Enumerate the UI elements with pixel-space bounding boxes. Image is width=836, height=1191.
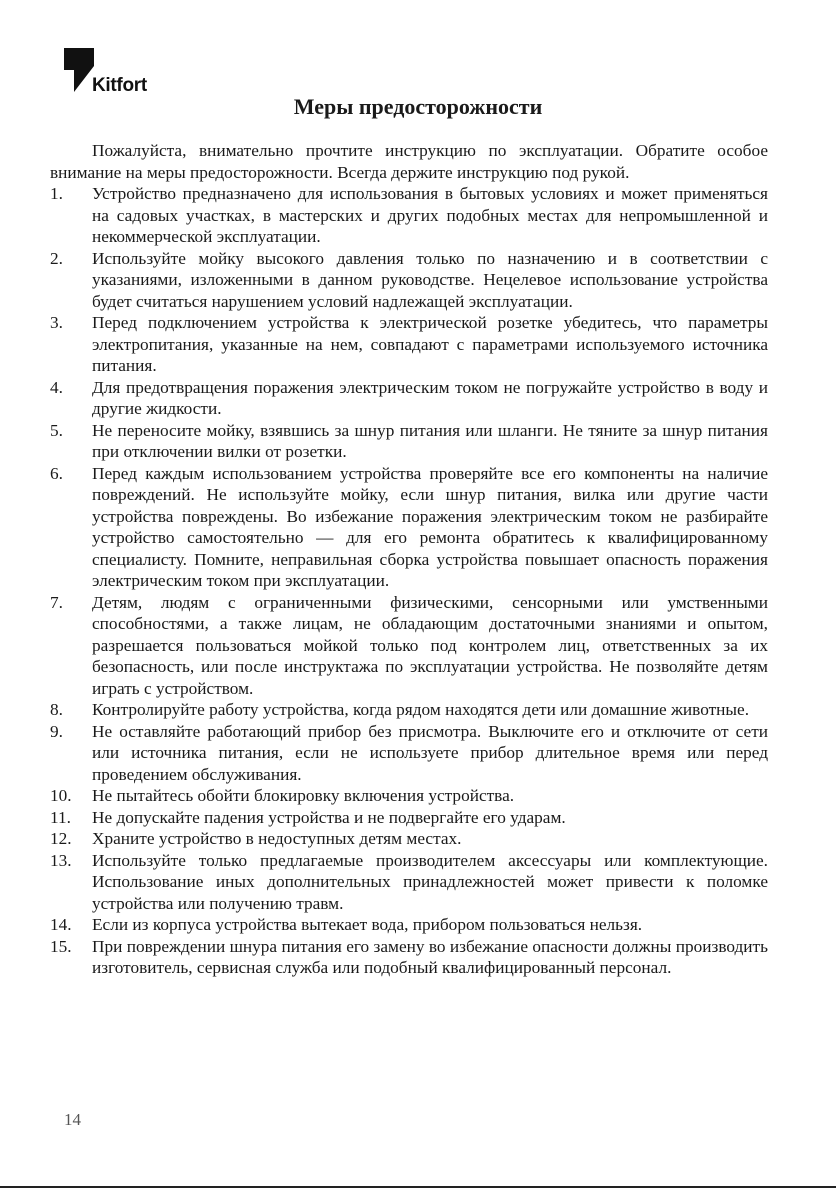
list-item bbox=[50, 699, 768, 721]
precautions-list bbox=[50, 183, 768, 979]
list-item-number: 7. bbox=[50, 592, 63, 612]
list-item-text: Используйте мойку высокого давления только по назначению и в соответствии с указаниями, изложенными в данном руководстве. Нецелевое использование устройства будет считаться нарушением условий надлежащей эксплуатации. bbox=[92, 248, 768, 311]
list-item bbox=[50, 828, 768, 850]
list-item-number: 4. bbox=[50, 377, 63, 397]
list-item-number: 10. bbox=[50, 786, 72, 805]
list-item-number: 8. bbox=[50, 700, 63, 719]
list-item-text: Не пытайтесь обойти блокировку включения устройства. bbox=[92, 786, 515, 805]
list-item-number: 1. bbox=[50, 184, 63, 203]
list-item bbox=[50, 914, 768, 936]
list-item-number: 13. bbox=[50, 850, 72, 870]
page-title: Меры предосторожности bbox=[293, 94, 543, 119]
list-item bbox=[50, 248, 768, 313]
list-item-number: 9. bbox=[50, 721, 63, 741]
list-item bbox=[50, 785, 768, 807]
list-item-text: Используйте только предлагаемые производителем аксессуары или комплектующие. Использование иных дополнительных принадлежностей может привести к поломке устройства или получению травм. bbox=[92, 850, 768, 913]
kitfort-logo-icon bbox=[64, 48, 94, 92]
list-item bbox=[50, 592, 768, 700]
list-item bbox=[50, 807, 768, 829]
list-item bbox=[50, 183, 768, 248]
brand-name: Kitfort bbox=[92, 75, 147, 96]
list-item-text: Не переносите мойку, взявшись за шнур питания или шланги. Не тяните за шнур питания при отключении вилки от розетки. bbox=[92, 420, 768, 461]
bottom-divider bbox=[0, 1186, 836, 1188]
list-item-text: Перед каждым использованием устройства проверяйте все его компоненты на наличие повреждений. Не используйте мойку, если шнур питания, вилка или другие части устройства повреждены. Во избежание поражения электрическим током не разбирайте устройство самостоятельно — для его ремонта обратитесь к квалифицированному специалисту. Помните, неправильная сборка устройства повышает опасность поражения электрическим током при эксплуатации. bbox=[92, 463, 768, 590]
list-item-number: 15. bbox=[50, 936, 72, 956]
kitfort-logo bbox=[64, 48, 174, 94]
list-item-text: Если из корпуса устройства вытекает вода, прибором пользоваться нельзя. bbox=[92, 915, 643, 934]
document-body bbox=[50, 140, 768, 979]
list-item-text: Детям, людям с ограниченными физическими, сенсорными или умственными способностями, а также лицам, не обладающим достаточными знаниями и опытом, разрешается пользоваться мойкой только под контролем лиц, ответственных за их безопасность, или после инструктажа по эксплуатации устройства. Не позволяйте детям играть с устройством. bbox=[92, 592, 768, 698]
list-item bbox=[50, 936, 768, 979]
list-item-number: 14. bbox=[50, 915, 72, 934]
list-item-text: Устройство предназначено для использования в бытовых условиях и может применяться на садовых участках, в мастерских и других подобных местах для непромышленной и некоммерческой эксплуатации. bbox=[92, 184, 768, 246]
list-item-number: 12. bbox=[50, 829, 72, 848]
list-item-text: Перед подключением устройства к электрической розетке убедитесь, что параметры электропитания, указанные на нем, совпадают с параметрами используемого источника питания. bbox=[92, 313, 768, 375]
list-item-number: 11. bbox=[50, 807, 71, 827]
list-item-number: 5. bbox=[50, 420, 63, 440]
list-item-number: 6. bbox=[50, 463, 63, 483]
list-item bbox=[50, 377, 768, 420]
list-item-text: Не оставляйте работающий прибор без присмотра. Выключите его и отключите от сети или источника питания, если не используете прибор длительное время или перед проведением обслуживания. bbox=[92, 721, 768, 784]
page-number: 14 bbox=[64, 1110, 81, 1129]
list-item bbox=[50, 463, 768, 592]
list-item-text: Храните устройство в недоступных детям местах. bbox=[92, 829, 462, 848]
list-item-text: Не допускайте падения устройства и не подвергайте его ударам. bbox=[92, 807, 566, 827]
list-item-text: Контролируйте работу устройства, когда рядом находятся дети или домашние животные. bbox=[92, 700, 750, 719]
list-item bbox=[50, 312, 768, 377]
list-item bbox=[50, 721, 768, 786]
list-item-number: 3. bbox=[50, 313, 63, 332]
intro-paragraph: Пожалуйста, внимательно прочтите инструкцию по эксплуатации. Обратите особое внимание на меры предосторожности. Всегда держите инструкцию под рукой. bbox=[50, 141, 768, 182]
list-item bbox=[50, 420, 768, 463]
list-item-text: При повреждении шнура питания его замену во избежание опасности должны производить изготовитель, сервисная служба или подобный квалифицированный персонал. bbox=[92, 936, 768, 977]
list-item-text: Для предотвращения поражения электрическим током не погружайте устройство в воду и другие жидкости. bbox=[92, 377, 768, 418]
list-item-number: 2. bbox=[50, 248, 63, 268]
list-item bbox=[50, 850, 768, 915]
